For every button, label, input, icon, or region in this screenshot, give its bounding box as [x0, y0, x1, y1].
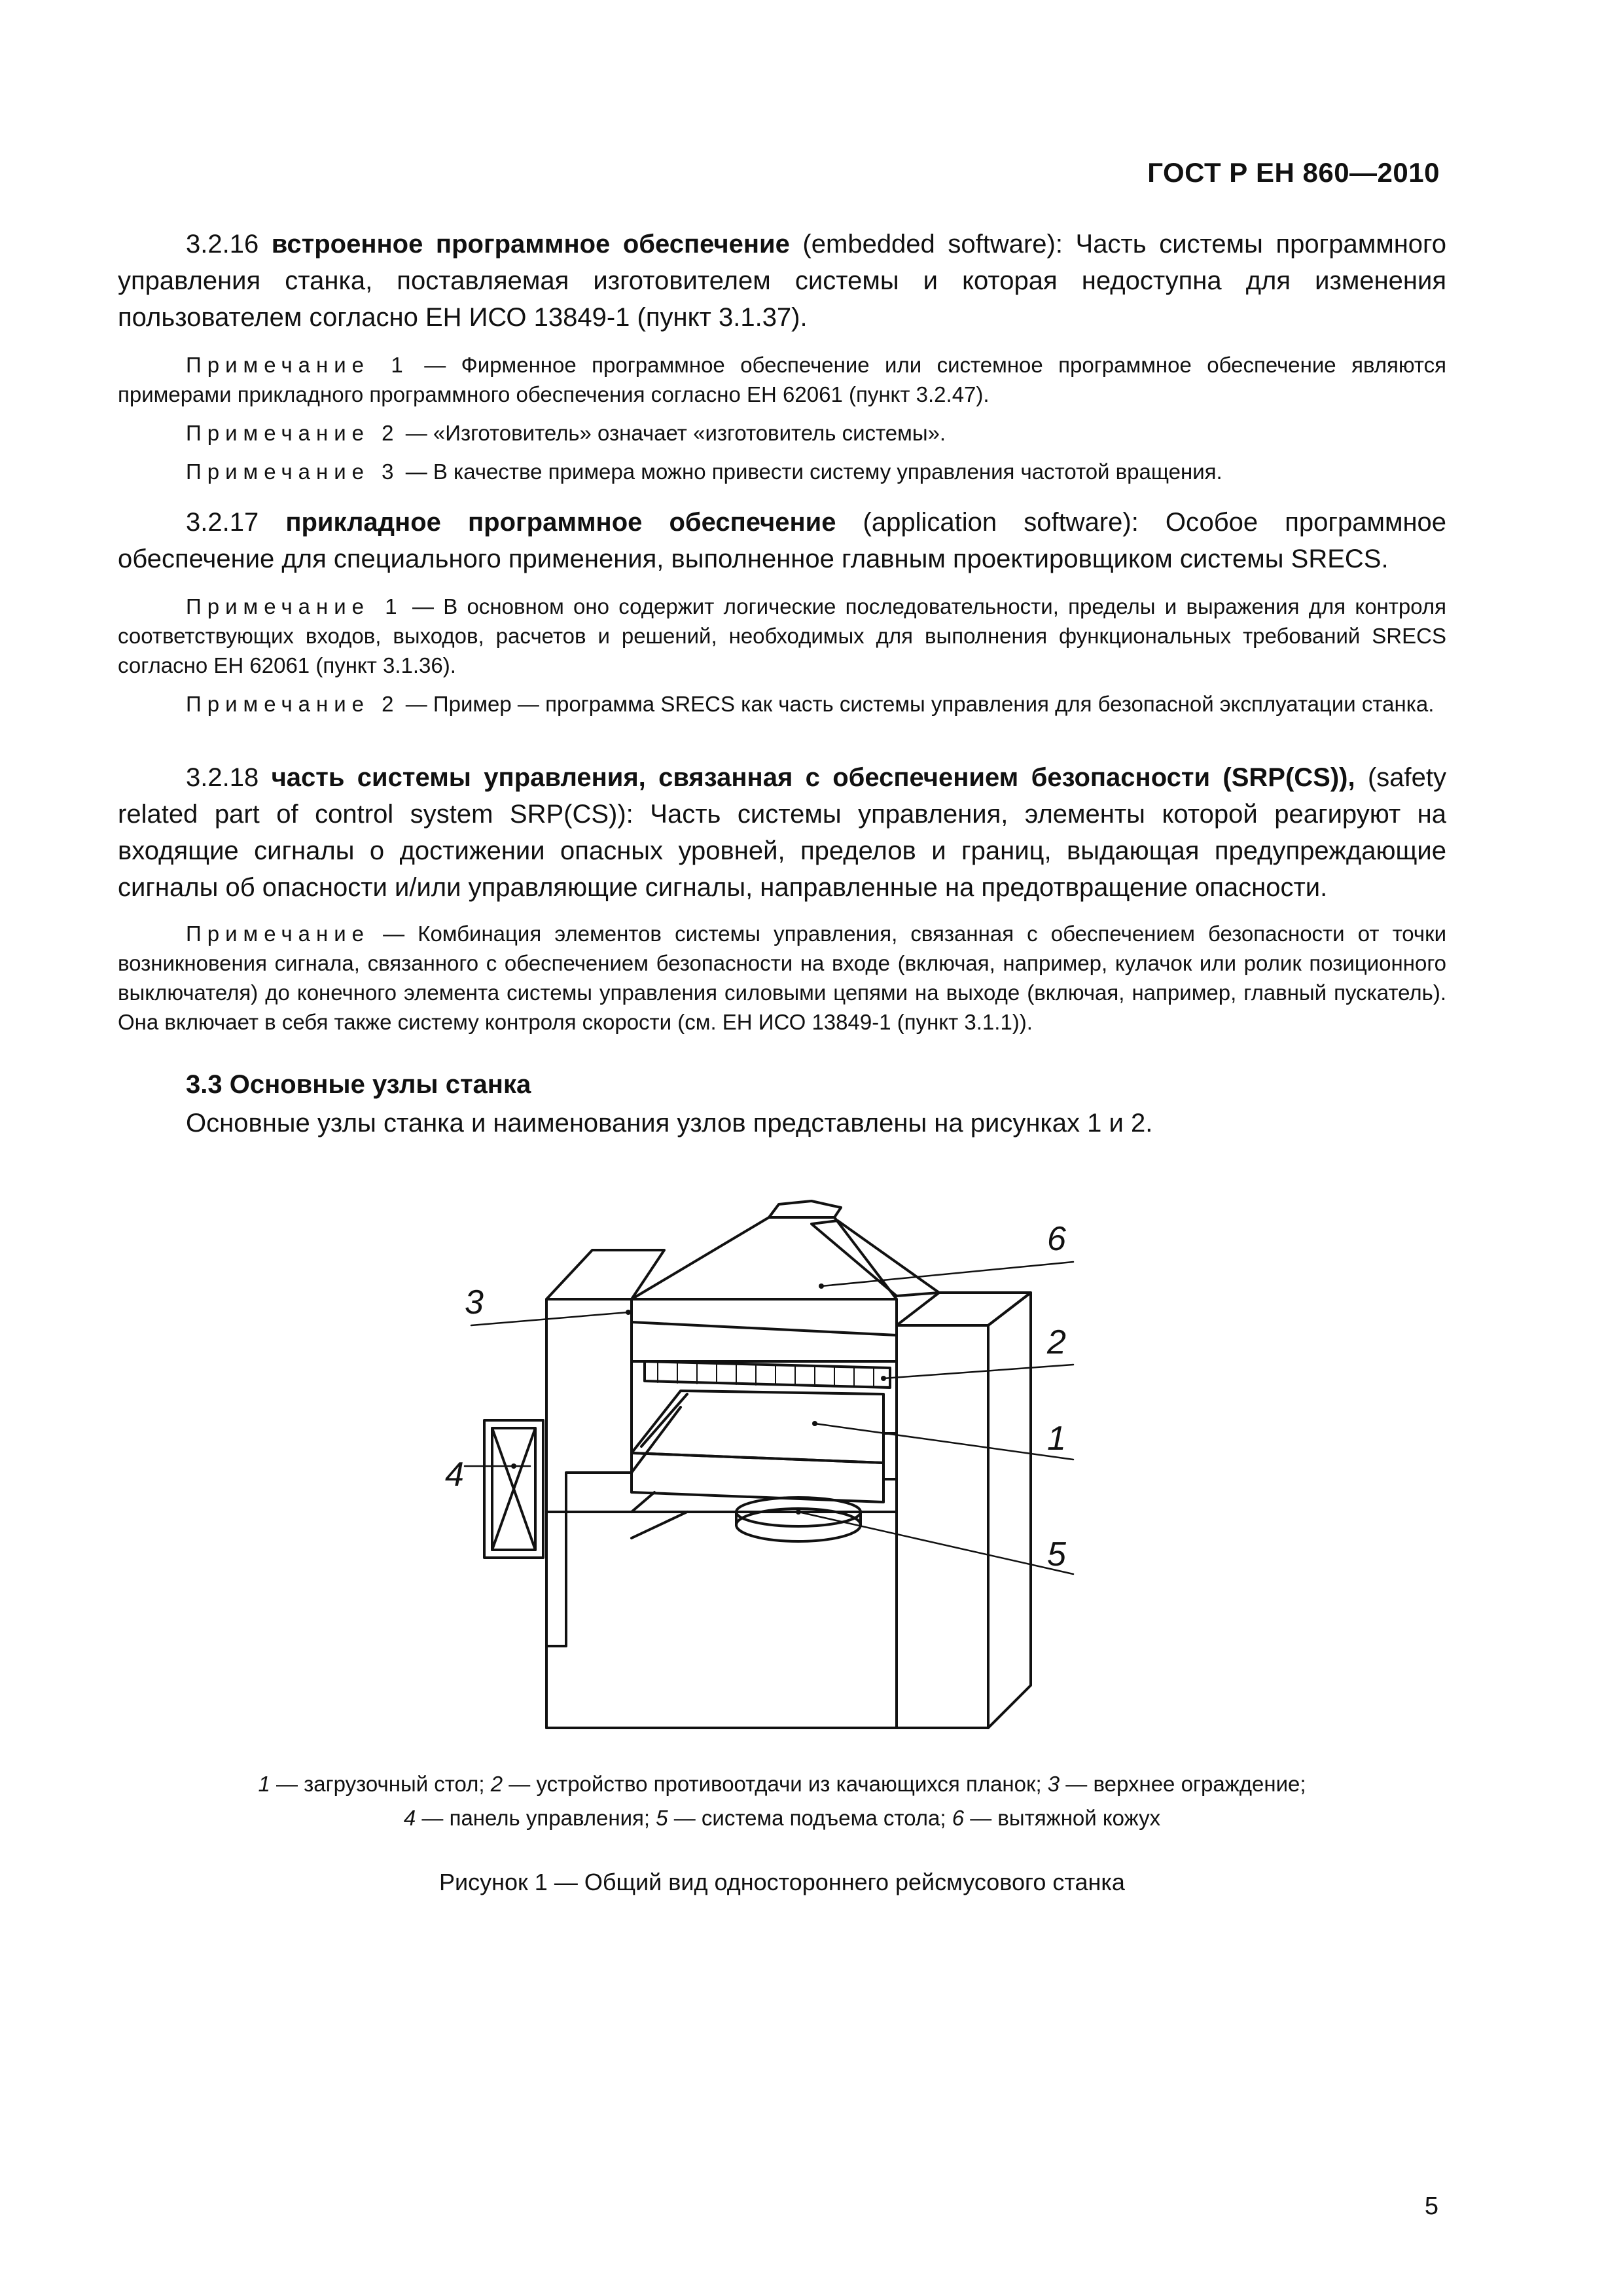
figure-caption: Рисунок 1 — Общий вид одностороннего рейсмусового станка — [439, 1869, 1125, 1895]
legend-text: — верхнее ограждение; — [1060, 1772, 1306, 1796]
clause-number: 3.2.18 — [186, 763, 272, 792]
leader-line-2 — [883, 1365, 1073, 1378]
note-label: Примечание 1 — [186, 594, 403, 619]
right-column-front — [897, 1325, 988, 1728]
base-front — [546, 1512, 897, 1728]
legend-number: 4 — [403, 1806, 416, 1830]
note — [118, 689, 1446, 719]
opening-edge — [632, 1492, 654, 1512]
note-text: — Пример — программа SRECS как часть системы управления для безопасной эксплуатации станка. — [399, 692, 1435, 716]
note-label: Примечание 1 — [186, 353, 409, 377]
note-text: — Фирменное программное обеспечение или системное программное обеспечение являются примерами прикладного программного обеспечения согласно ЕН 62061 (пункт 3.2.47). — [118, 353, 1446, 406]
hood-outlet — [769, 1201, 841, 1217]
clause-paragraph — [118, 504, 1446, 577]
note — [118, 418, 1446, 448]
note — [118, 919, 1446, 1037]
note-text: — В качестве примера можно привести систему управления частотой вращения. — [399, 459, 1222, 484]
legend-text: — устройство противоотдачи из качающихся планок; — [503, 1772, 1048, 1796]
clause-term: встроенное программное обеспечение — [271, 230, 790, 259]
figure-label-5: 5 — [1047, 1535, 1066, 1573]
anti-kickback-bar — [645, 1361, 890, 1388]
legend-number: 6 — [952, 1806, 965, 1830]
clause-3-2-16 — [118, 226, 1446, 486]
page-number: 5 — [1424, 2193, 1438, 2220]
figure-label-1: 1 — [1047, 1420, 1066, 1458]
legend-text: — загрузочный стол; — [270, 1772, 491, 1796]
leader-dot — [626, 1310, 631, 1315]
note-label: Примечание 3 — [186, 459, 400, 484]
leader-dot — [511, 1463, 516, 1469]
clause-text: (embedded software): Часть системы программного управления станка, поставляемая изготовителем системы и которая недоступна для изменения пользователем согласно ЕН ИСО 13849-1 (пункт 3.1.37). — [118, 230, 1447, 332]
figure-legend-line-2 — [118, 1801, 1446, 1835]
legend-text: — вытяжной кожух — [964, 1806, 1161, 1830]
upper-guard — [632, 1299, 897, 1361]
clause-term: прикладное программное обеспечение — [285, 508, 836, 537]
upper-guard-edge — [632, 1322, 897, 1335]
leader-dot — [819, 1283, 824, 1289]
legend-text: — панель управления; — [416, 1806, 656, 1830]
opening-edge — [632, 1512, 687, 1538]
leader-line-1 — [815, 1424, 1073, 1460]
clause-number: 3.2.16 — [186, 230, 272, 259]
clause-number: 3.2.17 — [186, 508, 286, 537]
note-label: Примечание — [186, 922, 370, 946]
leader-dot — [881, 1376, 886, 1381]
note-label: Примечание 2 — [186, 421, 400, 445]
right-column-top — [897, 1293, 1031, 1325]
figure-label-4: 4 — [445, 1456, 464, 1494]
legend-text: — система подъема стола; — [668, 1806, 952, 1830]
figure-label-6: 6 — [1047, 1220, 1066, 1258]
figure-legend-line-1 — [118, 1767, 1446, 1801]
note — [118, 457, 1446, 486]
feed-table-front — [632, 1453, 883, 1502]
right-column-side — [988, 1293, 1031, 1728]
note — [118, 592, 1446, 680]
clause-text: (application software): Особое программное обеспечение для специального применения, выполненное главным проектировщиком системы SRECS. — [118, 508, 1447, 573]
figure-label-2: 2 — [1047, 1323, 1066, 1361]
clause-3-2-17 — [118, 504, 1446, 719]
table-edge — [641, 1394, 687, 1446]
legend-number: 3 — [1047, 1772, 1060, 1796]
document-id: ГОСТ Р ЕН 860—2010 — [1147, 157, 1440, 188]
table-edge — [632, 1407, 681, 1473]
section-3-3 — [118, 1070, 1446, 1138]
clause-3-2-18 — [118, 759, 1446, 1037]
feed-table-top — [632, 1391, 883, 1463]
note-text: — В основном оно содержит логические последовательности, пределы и выражения для контроля соответствующих входов, выходов, расчетов и решений, необходимых для выполнения функциональных требований SRECS согласно ЕН 62061 (пункт 3.1.36). — [118, 594, 1447, 677]
left-column-top — [546, 1250, 664, 1299]
planer-machine-drawing — [445, 1172, 1152, 1728]
figure-label-3: 3 — [465, 1283, 484, 1321]
legend-number: 1 — [258, 1772, 270, 1796]
legend-number: 5 — [656, 1806, 668, 1830]
clause-paragraph — [118, 226, 1446, 336]
left-column-front — [546, 1299, 632, 1646]
clause-term: часть системы управления, связанная с обеспечением безопасности (SRP(CS)), — [271, 763, 1355, 792]
legend-number: 2 — [490, 1772, 503, 1796]
clause-text: (safety related part of control system SRP(CS)): Часть системы управления, элементы которой реагируют на входящие сигналы о достижении опасных уровней, пределов и границ, выдающая предупреждающие сигналы об опасности и/или управляющие сигналы, направленные на предотвращение опасности. — [118, 763, 1446, 902]
section-text: Основные узлы станка и наименования узлов представлены на рисунках 1 и 2. — [186, 1109, 1153, 1138]
section-heading: 3.3 Основные узлы станка — [186, 1070, 531, 1099]
note — [118, 350, 1446, 409]
note-label: Примечание 2 — [186, 692, 400, 716]
leader-dot — [812, 1421, 817, 1426]
leader-dot — [796, 1509, 801, 1515]
note-text: — «Изготовитель» означает «изготовитель системы». — [399, 421, 946, 445]
exhaust-hood — [632, 1217, 897, 1299]
table-side-block — [883, 1433, 897, 1479]
clause-paragraph — [118, 759, 1446, 906]
note-text: — Комбинация элементов системы управления, связанная с обеспечением безопасности от точки возникновения сигнала, связанного с обеспечением безопасности на входе (включая, например, кулачок или ролик позиционного выключателя) до конечного элемента системы управления силовыми цепями на выходе (включая, например, главный пускатель). Она включает в себя также систему контроля скорости (см. ЕН ИСО 13849-1 (пункт 3.1.1)). — [118, 922, 1446, 1034]
leader-line-3 — [471, 1312, 628, 1325]
